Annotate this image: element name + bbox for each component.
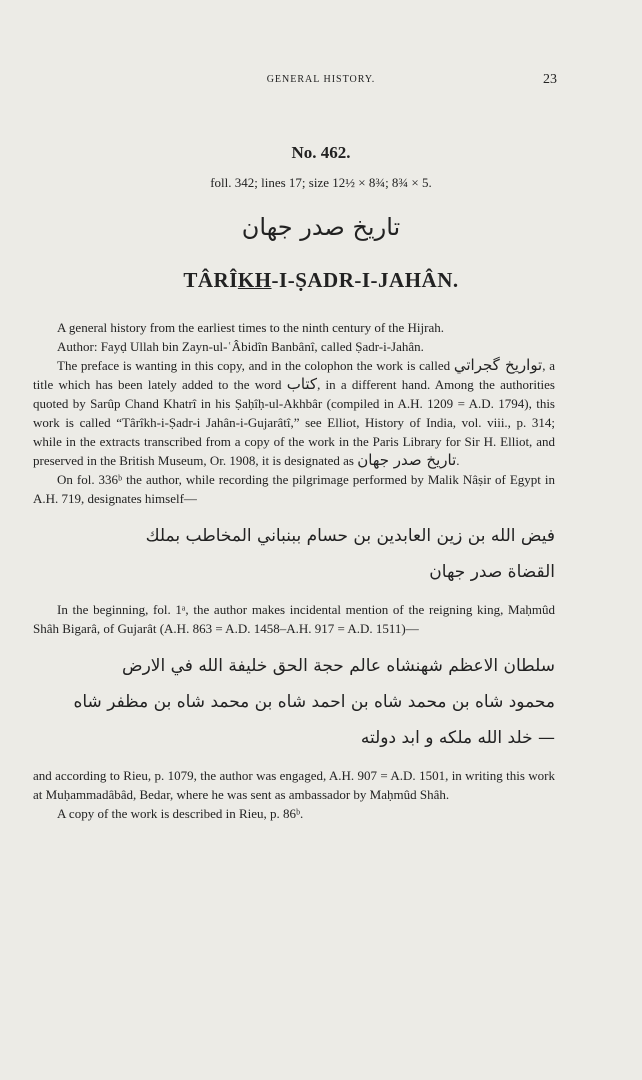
paragraph-colophon bbox=[33, 356, 555, 470]
arabic-inline-2: کتاب bbox=[286, 375, 318, 393]
arabic-title: تاریخ صدر جهان bbox=[241, 213, 401, 241]
text-segment: The preface is wanting in this copy, and in the colophon the work is called bbox=[57, 358, 454, 373]
entry-number: No. 462. bbox=[291, 143, 351, 162]
paragraph-king: In the beginning, fol. 1ᵃ, the author makes incidental mention of the reigning king, Maḥmûd Shâh Bigarâ, of Gujarât (A.H. 863 = A.D. 1458–A.H. 917 = A.D. 1511)— bbox=[33, 602, 555, 636]
arabic-inline-3: تاریخ صدر جهان bbox=[357, 451, 457, 469]
paragraph-author: Author: Fayḍ Ullah bin Zayn-ul-ʿÂbidîn Banbânî, called Ṣadr-i-Jahân. bbox=[57, 339, 424, 354]
text-segment: , in a different hand. Among the authorities quoted by Sarûp Chand Khatrî in his Ṣaḥîḥ-ul-Akhbâr (compiled in A.H. 1209 = A.D. 1794), this work is called “Târîkh-i-Ṣadr-i Jahân-i-Gujarâtî,” see Elliot, History of India, vol. viii., p. 314; while in the extracts transcribed from a copy of the work in the Paris Library for Sir H. Elliot, and preserved in the British Museum, Or. 1908, it is designated as bbox=[33, 377, 555, 468]
text-segment: , a title which has been lately added to the word bbox=[33, 358, 555, 392]
paragraph-designation: On fol. 336ᵇ the author, while recording the pilgrimage performed by Malik Nâṣir of Egypt in A.H. 719, designates himself— bbox=[33, 472, 555, 506]
title-part-underlined: KH bbox=[237, 268, 272, 292]
paragraph-copy: A copy of the work is described in Rieu, p. 86ᵇ. bbox=[57, 806, 304, 821]
paragraph-description: A general history from the earliest times to the ninth century of the Hijrah. bbox=[57, 320, 445, 335]
page-number: 23 bbox=[543, 72, 557, 87]
paragraph-rieu: and according to Rieu, p. 1079, the author was engaged, A.H. 907 = A.D. 1501, in writing this work at Muḥammadâbâd, Bedar, where he was sent as ambassador by Maḥmûd Shâh. bbox=[33, 768, 555, 802]
arabic-quote-line: القضاة صدر جهان bbox=[429, 562, 555, 582]
title-part-2: -I-ṢADR-I-JAHÂN. bbox=[271, 268, 459, 292]
entry-title bbox=[0, 268, 642, 293]
running-title: GENERAL HISTORY. bbox=[266, 74, 376, 85]
manuscript-specs: foll. 342; lines 17; size 12½ × 8¾; 8¾ × 5. bbox=[210, 175, 432, 190]
title-part-1: TÂRÎ bbox=[183, 268, 238, 292]
arabic-quote-line: محمود شاه بن محمد شاه بن احمد شاه بن محمد شاه بن مظفر شاه bbox=[73, 692, 555, 712]
arabic-quote-1 bbox=[33, 518, 555, 590]
running-head bbox=[0, 74, 642, 92]
arabic-inline-1: تواریخ گجراتي bbox=[453, 356, 543, 374]
arabic-quote-2 bbox=[33, 648, 555, 756]
entry-body bbox=[33, 318, 555, 823]
arabic-quote-line: فیض الله بن زین العابدین بن حسام ببنباني المخاطب بملك bbox=[145, 526, 555, 546]
arabic-quote-line: سلطان الاعظم شهنشاه عالم حجة الحق خلیفة الله في الارض bbox=[122, 656, 555, 676]
text-segment: . bbox=[456, 453, 460, 468]
arabic-quote-line: — خلد الله ملكه و ابد دولته bbox=[360, 728, 555, 748]
